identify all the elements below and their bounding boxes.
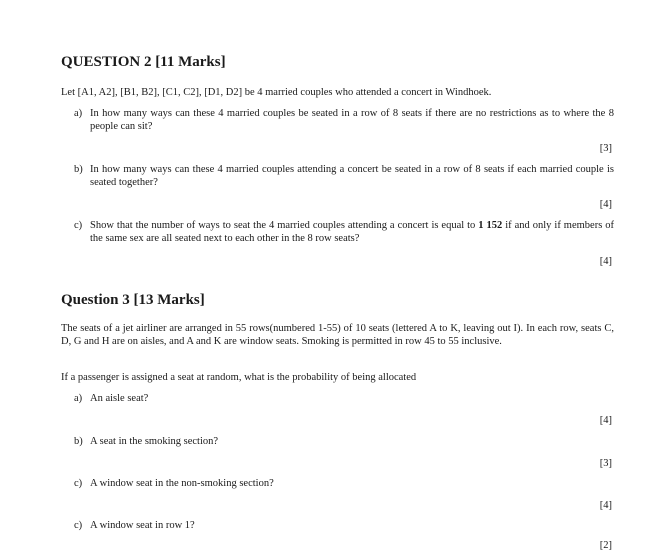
q2-item-a	[74, 108, 614, 133]
item-text: In how many ways can these 4 married couples attending a concert be seated in a row of 8 seats if each married couple is seated together?	[90, 164, 614, 188]
q2-item-a-marks: [3]	[599, 143, 612, 154]
q3-item-d-marks: [2]	[599, 540, 612, 551]
q3-item-c-marks: [4]	[599, 500, 612, 511]
q3-item-a-marks: [4]	[599, 415, 612, 426]
q2-item-c	[74, 220, 614, 245]
item-text	[90, 220, 614, 245]
item-letter: c)	[74, 220, 83, 231]
item-text: An aisle seat?	[90, 393, 149, 404]
item-text: In how many ways can these 4 married couples be seated in a row of 8 seats if there are no restrictions as to where the 8 people can sit?	[90, 108, 614, 132]
q2-item-b-marks: [4]	[599, 199, 612, 210]
item-letter: b)	[74, 164, 83, 175]
item-letter: a)	[74, 108, 83, 119]
item-letter: b)	[74, 436, 83, 447]
question-3-heading: Question 3 [13 Marks]	[61, 292, 205, 308]
item-letter: c)	[74, 520, 83, 531]
question-3-intro: The seats of a jet airliner are arranged in 55 rows(numbered 1-55) of 10 seats (lettered A to K, leaving out I). In each row, seats C, D, G and H are on aisles, and A and K are window seats. Smoking is permitted in row 45 to 55 inclusive.	[61, 323, 614, 347]
item-letter: a)	[74, 393, 83, 404]
item-text-start: Show that the number of ways to seat the 4 married couples attending a concert is equal to	[90, 220, 479, 231]
q2-item-c-marks: [4]	[599, 256, 612, 267]
item-text: A seat in the smoking section?	[90, 436, 219, 447]
q3-item-b-marks: [3]	[599, 458, 612, 469]
question-2-heading: QUESTION 2 [11 Marks]	[61, 54, 226, 70]
q2-item-b	[74, 164, 614, 189]
question-2-intro: Let [A1, A2], [B1, B2], [C1, C2], [D1, D2] be 4 married couples who attended a concert in Windhoek.	[61, 87, 492, 98]
q3-item-b	[74, 436, 614, 449]
q3-item-c	[74, 478, 614, 491]
question-3-prompt: If a passenger is assigned a seat at random, what is the probability of being allocated	[61, 372, 417, 383]
q3-item-a	[74, 393, 614, 406]
q3-item-d	[74, 520, 614, 533]
bold-number: 1 152	[478, 220, 503, 231]
item-text: A window seat in row 1?	[90, 520, 195, 531]
item-letter: c)	[74, 478, 83, 489]
item-text-end: if and only if members of the same sex are all seated next to each other in the 8 row seats?	[90, 220, 615, 244]
item-text: A window seat in the non-smoking section?	[90, 478, 274, 489]
